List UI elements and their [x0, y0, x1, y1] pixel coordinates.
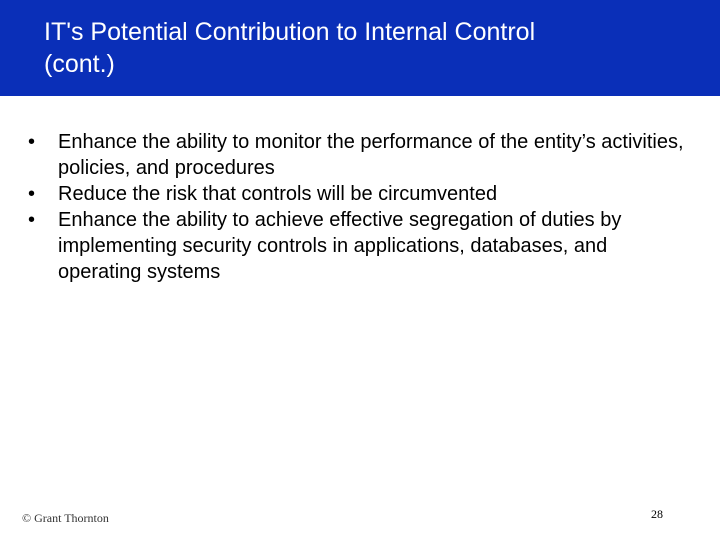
bullet-marker: • — [28, 183, 36, 205]
slide-title-line-1: IT's Potential Contribution to Internal Control — [44, 18, 536, 46]
bullet-text: Enhance the ability to achieve effective segregation of duties by implementing security controls in applications, databases, and operating systems — [58, 209, 622, 283]
bullet-list — [28, 129, 688, 285]
footer-copyright: © Grant Thornton — [22, 511, 109, 525]
bullet-item — [28, 181, 688, 207]
bullet-marker: • — [28, 131, 36, 153]
bullet-marker: • — [28, 209, 36, 231]
bullet-item — [28, 207, 688, 285]
bullet-text: Enhance the ability to monitor the performance of the entity’s activities, policies, and procedures — [58, 131, 684, 179]
page-number: 28 — [651, 507, 663, 521]
slide-title-line-2: (cont.) — [44, 50, 115, 78]
title-bar — [0, 0, 720, 96]
bullet-item — [28, 129, 688, 181]
bullet-text: Reduce the risk that controls will be circumvented — [58, 183, 498, 205]
slide-title — [44, 16, 684, 80]
